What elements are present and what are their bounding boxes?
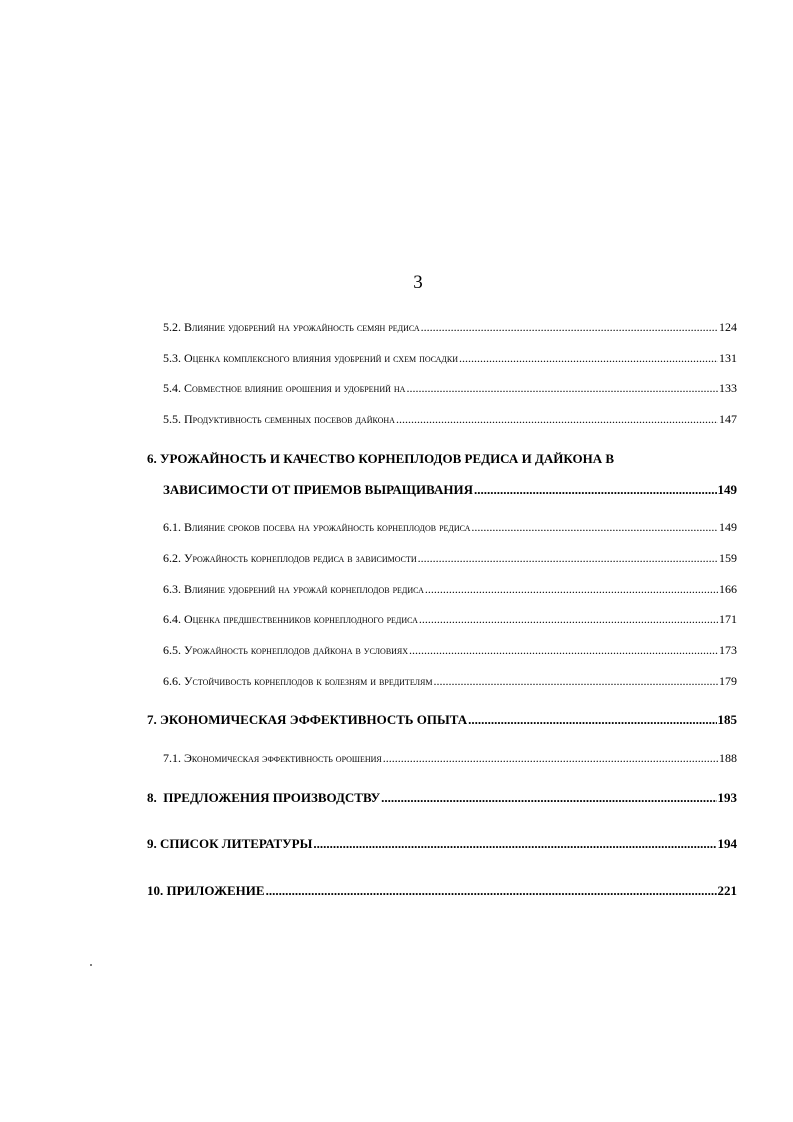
- toc-entry-title: 6.6. Устойчивость корнеплодов к болезням и вредителям: [163, 674, 433, 688]
- toc-entry-page: 159: [719, 551, 737, 565]
- toc-entry-6-2[interactable]: [163, 551, 737, 566]
- toc-chapter-page: 221: [717, 883, 737, 898]
- toc-leader-dots: [381, 790, 716, 806]
- toc-entry-title: 6.3. Влияние удобрений на урожай корнеплодов редиса: [163, 582, 424, 596]
- toc-leader-dots: [459, 351, 718, 366]
- scan-speck: [90, 964, 92, 966]
- toc-chapter-title: 8. ПРЕДЛОЖЕНИЯ ПРОИЗВОДСТВУ: [147, 790, 381, 805]
- toc-chapter-8[interactable]: [147, 790, 737, 806]
- toc-entry-title: 5.3. Оценка комплексного влияния удобрений и схем посадки: [163, 351, 459, 365]
- toc-chapter-9[interactable]: [147, 836, 737, 852]
- toc-entry-6-3[interactable]: [163, 582, 737, 597]
- toc-chapter-6[interactable]: [163, 482, 737, 498]
- toc-leader-dots: [474, 482, 716, 498]
- toc-entry-6-5[interactable]: [163, 643, 737, 658]
- toc-chapter-page: 185: [717, 712, 737, 727]
- toc-entry-page: 133: [719, 381, 737, 395]
- toc-entry-title: 5.4. Совместное влияние орошения и удобрений на: [163, 381, 406, 395]
- toc-chapter-page: 194: [717, 836, 737, 851]
- toc-leader-dots: [471, 520, 718, 535]
- toc-leader-dots: [409, 643, 718, 658]
- toc-leader-dots: [406, 381, 718, 396]
- toc-entry-5-4[interactable]: [163, 381, 737, 396]
- toc-leader-dots: [433, 674, 718, 689]
- toc-chapter-page: 149: [717, 482, 737, 497]
- toc-entry-5-3[interactable]: [163, 351, 737, 366]
- toc-leader-dots: [383, 751, 718, 766]
- toc-entry-page: 147: [719, 412, 737, 426]
- toc-chapter-10[interactable]: [147, 883, 737, 899]
- toc-entry-title: 6.4. Оценка предшественников корнеплодного редиса: [163, 612, 418, 626]
- toc-chapter-title: ЗАВИСИМОСТИ ОТ ПРИЕМОВ ВЫРАЩИВАНИЯ: [163, 482, 474, 497]
- toc-entry-5-5[interactable]: [163, 412, 737, 427]
- toc-entry-page: 171: [719, 612, 737, 626]
- page-number: 3: [413, 272, 423, 293]
- toc-leader-dots: [418, 551, 718, 566]
- toc-entry-title: 6.2. Урожайность корнеплодов редиса в зависимости: [163, 551, 417, 565]
- toc-chapter-title: 10. ПРИЛОЖЕНИЕ: [147, 883, 265, 898]
- toc-chapter-title: 9. СПИСОК ЛИТЕРАТУРЫ: [147, 836, 313, 851]
- toc-leader-dots: [421, 320, 718, 335]
- toc-entry-page: 188: [719, 751, 737, 765]
- toc-entry-title: 5.2. Влияние удобрений на урожайность семян редиса: [163, 320, 420, 334]
- toc-leader-dots: [468, 712, 716, 728]
- toc-leader-dots: [266, 883, 717, 899]
- toc-leader-dots: [396, 412, 718, 427]
- toc-entry-page: 166: [719, 582, 737, 596]
- toc-chapter-7[interactable]: [147, 712, 737, 728]
- toc-entry-page: 179: [719, 674, 737, 688]
- toc-entry-title: 7.1. Экономическая эффективность орошения: [163, 751, 382, 765]
- toc-entry-6-4[interactable]: [163, 612, 737, 627]
- toc-entry-page: 149: [719, 520, 737, 534]
- toc-chapter-6-line1[interactable]: 6. УРОЖАЙНОСТЬ И КАЧЕСТВО КОРНЕПЛОДОВ РЕДИСА И ДАЙКОНА В: [147, 451, 615, 466]
- toc-entry-title: 6.5. Урожайность корнеплодов дайкона в условиях: [163, 643, 409, 657]
- toc-leader-dots: [313, 836, 716, 852]
- toc-entry-title: 5.5. Продуктивность семенных посевов дайкона: [163, 412, 395, 426]
- toc-entry-title: 6.1. Влияние сроков посева на урожайность корнеплодов редиса: [163, 520, 471, 534]
- toc-chapter-title: 7. ЭКОНОМИЧЕСКАЯ ЭФФЕКТИВНОСТЬ ОПЫТА: [147, 712, 468, 727]
- toc-entry-5-2[interactable]: [163, 320, 737, 335]
- toc-entry-6-6[interactable]: [163, 674, 737, 689]
- toc-leader-dots: [425, 582, 718, 597]
- toc-entry-page: 131: [719, 351, 737, 365]
- toc-chapter-page: 193: [717, 790, 737, 805]
- toc-entry-page: 173: [719, 643, 737, 657]
- toc-entry-page: 124: [719, 320, 737, 334]
- toc-leader-dots: [419, 612, 718, 627]
- toc-entry-7-1[interactable]: [163, 751, 737, 766]
- toc-entry-6-1[interactable]: [163, 520, 737, 535]
